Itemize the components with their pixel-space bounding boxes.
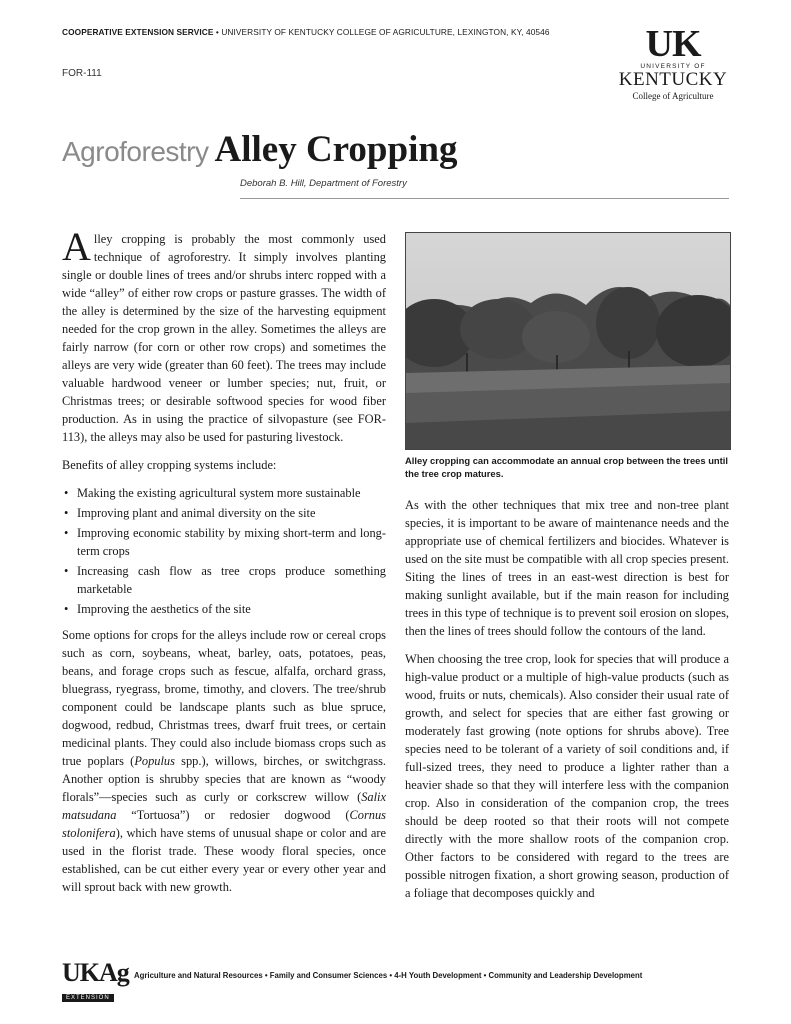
crop-options-paragraph — [62, 626, 386, 896]
uk-logo-college: College of Agriculture — [632, 91, 714, 101]
list-item: • Improving economic stability by mixing short-term and long-term crops — [77, 524, 386, 560]
list-item: • Improving plant and animal diversity on the site — [77, 504, 386, 522]
maintenance-paragraph: As with the other techniques that mix tree and non-tree plant species, it is important to be aware of maintenance needs and the appropriate use of chemical fertilizers and biocides. Whatever is used on the site must be compatible with all crop species present. Siting the lines of trees in an east-west direction is best for making sunlight available, but if the main reason for including trees in this type of technique is to prevent soil erosion on slopes, then the lines of trees should follow the contours of the land. — [405, 498, 729, 638]
series-kicker: Agroforestry — [62, 136, 209, 167]
uk-logo-state: KENTUCKY — [618, 69, 728, 90]
page-title: Alley Cropping — [214, 129, 458, 170]
species-name-populus: Populus — [134, 754, 175, 768]
intro-paragraph — [62, 224, 386, 446]
left-column — [62, 224, 387, 906]
crop-options-text-1: Some options for crops for the alleys include row or cereal crops such as corn, soybeans, wheat, barley, oats, potatoes, peas, beans, and forage crops such as fescue, alfalfa, orchard grass, bluegrass, ryegrass, brome, timothy, and clovers. The tree/shrub component could be landscape plants such as blue spruce, dogwood, redbud, Christmas trees, dwarf fruit trees, or certain medicinal plants. They could also include biomass crops such as true poplars ( — [62, 628, 386, 768]
ukag-logo-mark: UKAg — [62, 958, 129, 987]
list-item: • Making the existing agricultural system more sustainable — [77, 484, 386, 502]
uk-logo-university: UNIVERSITY OF — [640, 63, 706, 70]
crop-options-text-4: ), which have stems of unusual shape or color and are used in the florist trade. These woody floral species, once established, can be cut either every year or every other year and will sprout back with new growth. — [62, 826, 386, 894]
right-column — [405, 496, 729, 912]
list-item: • Improving the aesthetics of the site — [77, 600, 386, 618]
tree-crop-paragraph: When choosing the tree crop, look for species that will produce a high-value product or a multiple of high-value products (such as wood, fruits or nuts, chemicals). Also consider their usual rate of growth, and select for species that are either fast growing or moderately fast growing (note options for shrubs above). Tree species need to be tolerant of a variety of soil conditions and, if full-sized trees, they need to produce a lighter rather than a heavier shade so that they will interfere less with the companion crop. Also in consideration of the companion crop, the trees should be deep rooted so that their roots will not compete directly with the more shallow roots of the companion crop. Other factors to be considered with regard to the trees are possible nitrogen fixation, a short growing season, production of a foliage that decomposes quickly and — [405, 652, 729, 900]
drop-cap: A — [62, 224, 91, 269]
benefits-list — [62, 484, 386, 618]
uk-college-logo[interactable] — [612, 23, 734, 106]
uk-logo-mark: UK — [645, 23, 701, 65]
header-line — [62, 27, 550, 37]
photo-caption: Alley cropping can accommodate an annual crop between the trees until the tree crop matures. — [405, 455, 728, 479]
title-divider — [240, 198, 729, 199]
crop-options-text-3: “Tortuosa”) or redosier dogwood ( — [116, 808, 350, 822]
footer-programs: Agriculture and Natural Resources • Family and Consumer Sciences • 4-H Youth Development • Community and Leadership Development — [134, 971, 643, 980]
extension-service-label: COOPERATIVE EXTENSION SERVICE — [62, 27, 214, 37]
species-name-salix: Salix matsudana — [62, 790, 386, 822]
publication-number: FOR-111 — [62, 68, 102, 79]
species-name-cornus: Cornus stolonifera — [62, 808, 386, 840]
title-block — [62, 128, 457, 171]
extension-label: EXTENSION — [62, 994, 114, 1002]
photo-illustration — [406, 233, 730, 449]
crop-options-text-2: spp.), willows, birches, or switchgrass. Another option is shrubby species that are known as “woody florals”—species such as curly or corkscrew willow ( — [62, 754, 387, 804]
alley-cropping-photo — [405, 232, 731, 450]
list-item: • Increasing cash flow as tree crops produce something marketable — [77, 562, 386, 598]
ukag-extension-logo[interactable] — [62, 958, 132, 1001]
benefits-intro: Benefits of alley cropping systems include: — [62, 458, 277, 472]
university-address: • UNIVERSITY OF KENTUCKY COLLEGE OF AGRICULTURE, LEXINGTON, KY, 40546 — [213, 27, 550, 37]
intro-text: lley cropping is probably the most commonly used technique of agroforestry. It simply involves planting single or double lines of trees and/or shrubs interc ropped with a wide “alley” of either row crops or pasture grasses. The width of the alley is determined by the size of the harvesting equipment needed for the crop grown in the alley. Sometimes the alleys are fairly narrow (for corn or other row crops) and sometimes the alleys are very wide (greater than 60 feet). The trees may include valuable hardwood veneer or lumber species; nut, fruit, or Christmas trees; or desirable softwood species for wood fiber production. As in using the practice of silvopasture (see FOR-113), the alleys may also be used for pasturing livestock. — [62, 232, 386, 444]
author-byline: Deborah B. Hill, Department of Forestry — [240, 178, 407, 189]
